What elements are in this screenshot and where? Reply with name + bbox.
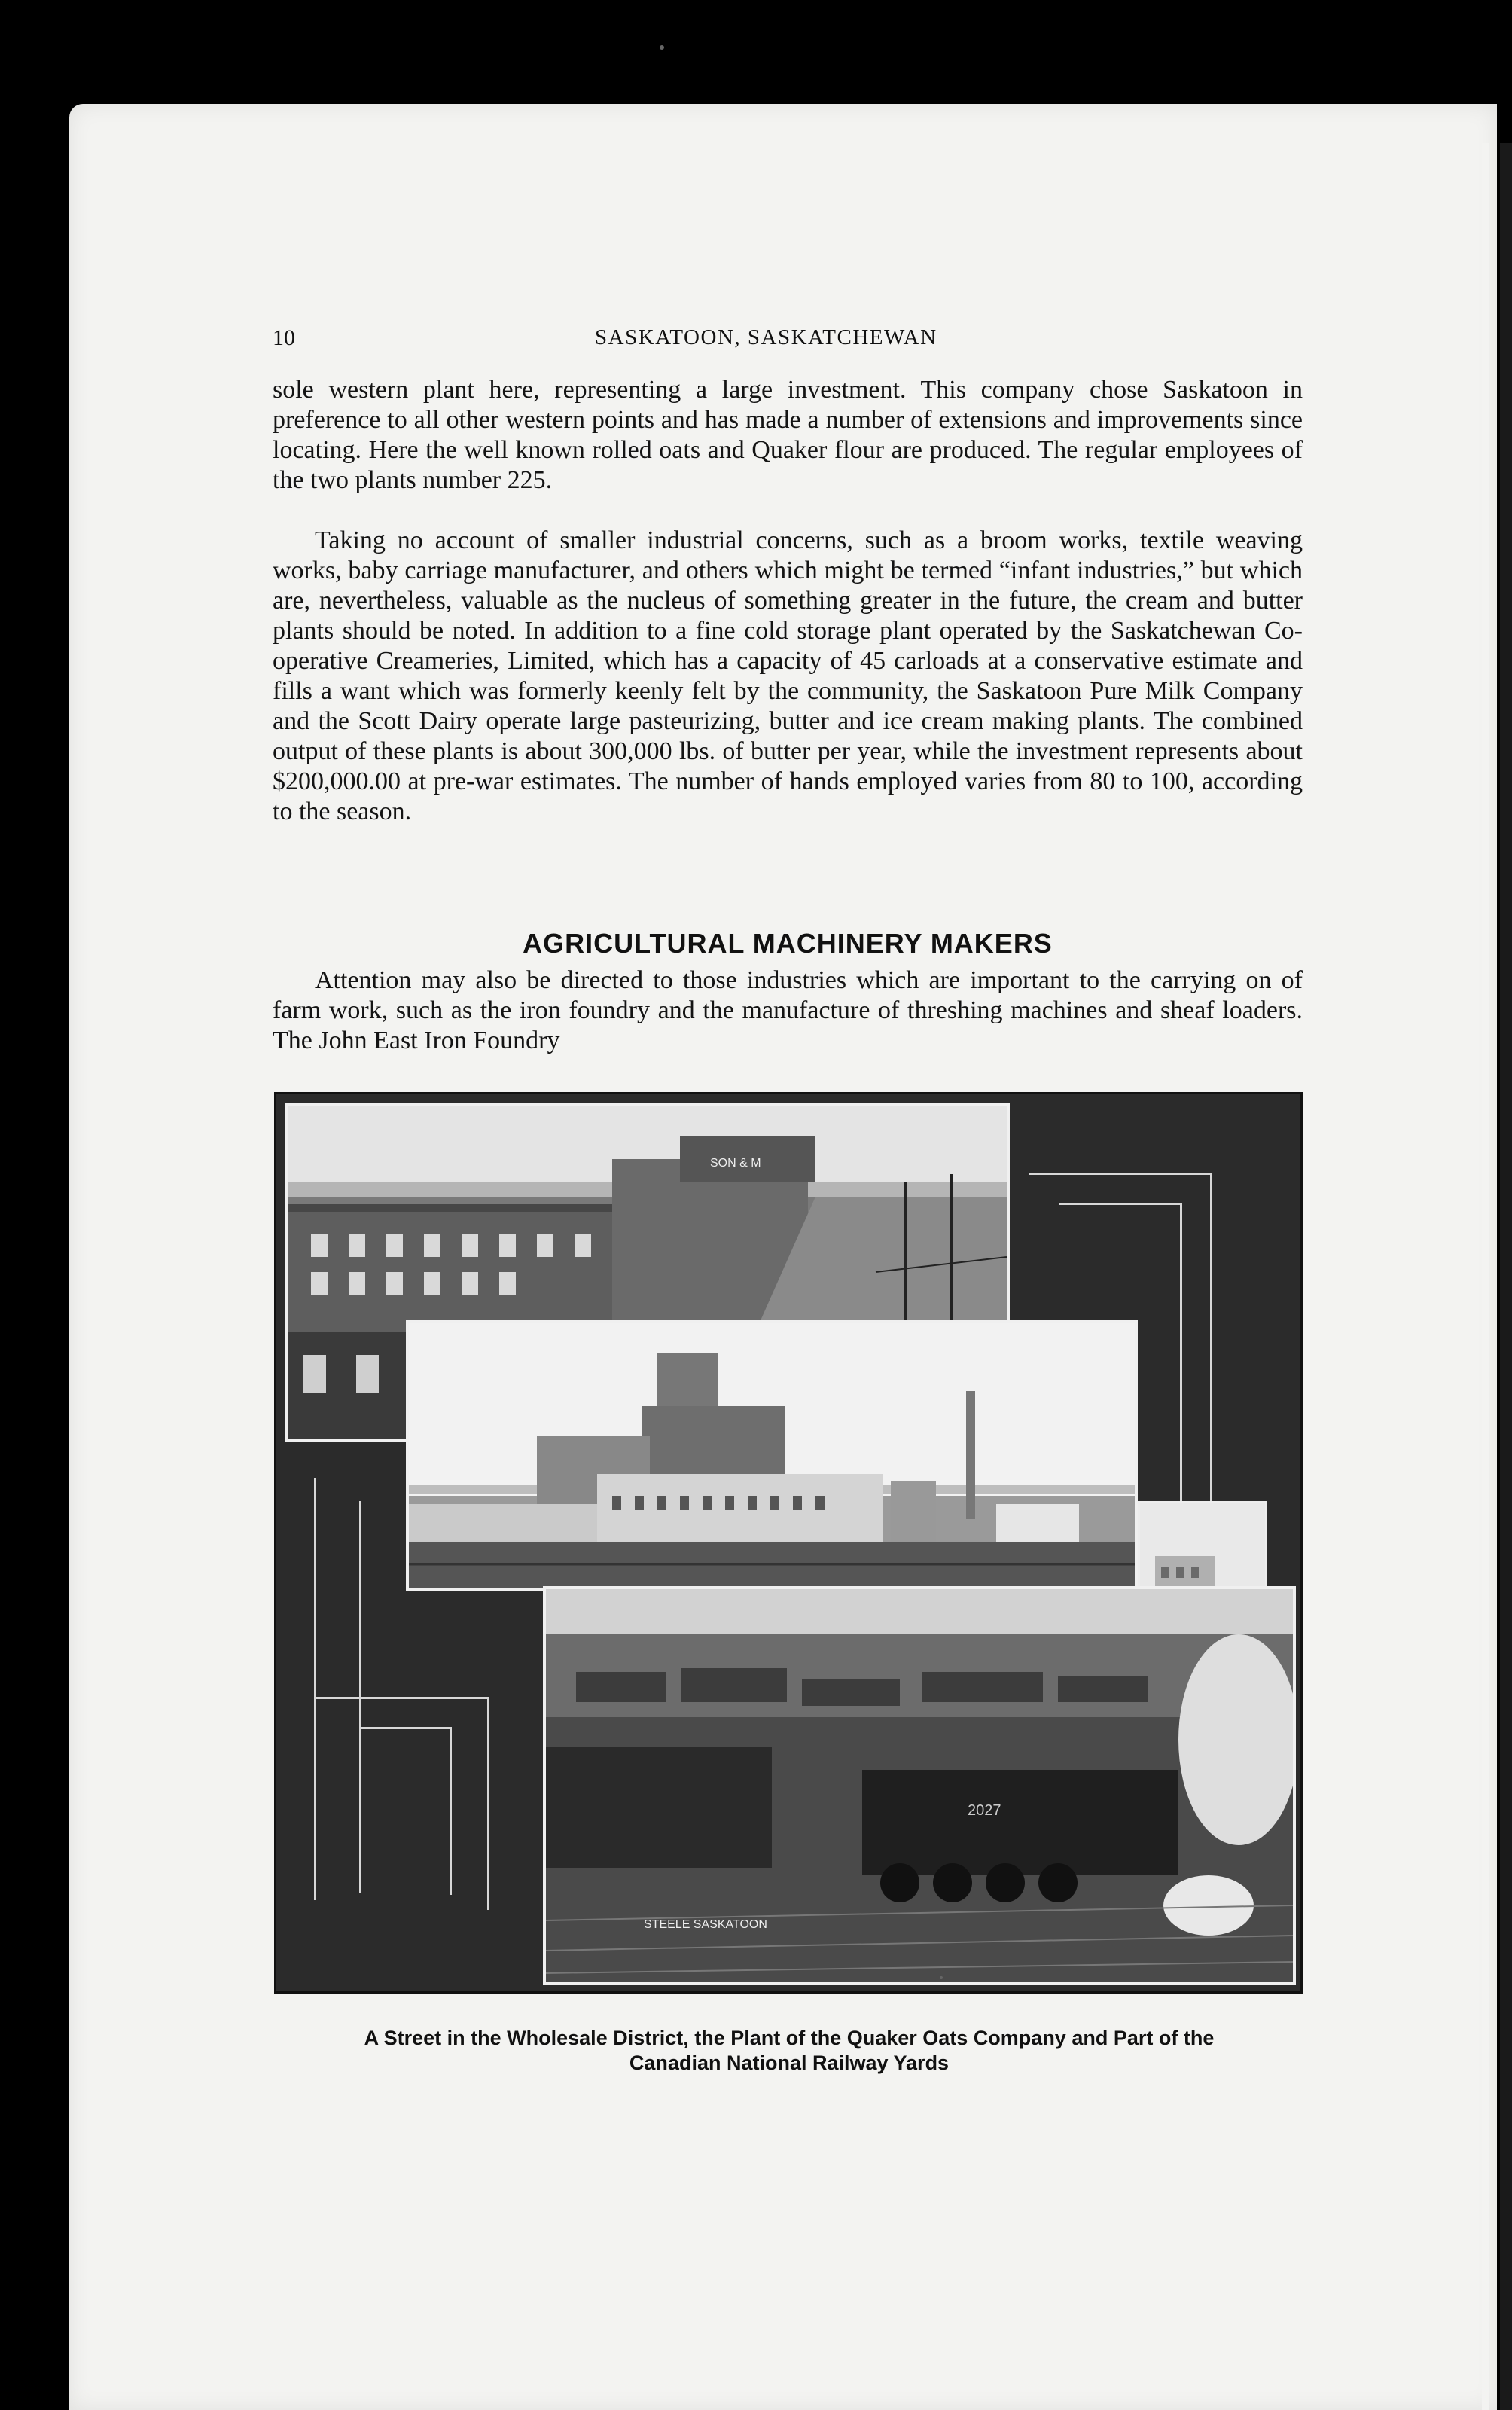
caption-line-2: Canadian National Railway Yards [629, 2052, 950, 2074]
scan-speck [940, 1976, 943, 1979]
photo-caption [273, 2026, 1306, 2076]
section-paragraph [273, 966, 1303, 1056]
paragraph-text: Taking no account of smaller industrial concerns, such as a broom works, textile weaving works, baby carriage manufacturer, and others which might be termed “infant industries,” but which are, nevertheless, valuable as the nucleus of something greater in the future, the cream and butter plants should be noted. In addition to a fine cold storage plant operated by the Saskatchewan Co-operative Creameries, Limited, which has a capacity of 45 carloads at a conservative estimate and fills a want which was formerly keenly felt by the community, the Saskatoon Pure Milk Company and the Scott Dairy operate large pasteurizing, butter and ice cream making plants. The combined output of these plants is about 300,000 lbs. of butter per year, while the investment represents about $200,000.00 at pre-war estimates. The number of hands employed varies from 80 to 100, according to the season. [273, 526, 1303, 825]
railway-yards-photo [543, 1586, 1296, 1985]
quaker-oats-plant-photo [406, 1320, 1138, 1591]
adjacent-page-edge [1500, 143, 1512, 2410]
photo-collage [274, 1092, 1303, 1994]
running-head-title: SASKATOON, SASKATCHEWAN [595, 325, 937, 349]
paragraph-text: sole western plant here, representing a large investment. This company chose Saskatoon in preference to all other western points and has made a number of extensions and improvements since locating. Here the well known rolled oats and Quaker flour are produced. The regular employees of the two plants number 225. [273, 376, 1303, 494]
page-edge-margin [1482, 143, 1489, 2410]
railway-illustration [546, 1589, 1293, 1982]
paragraph-text: Attention may also be directed to those industries which are important to the carrying on of farm work, such as the iron foundry and the manufacture of threshing machines and sheaf loaders. The John East Iron Foundry [273, 966, 1303, 1054]
section-heading: AGRICULTURAL MACHINERY MAKERS [523, 928, 1053, 959]
decorative-frame-line [359, 1727, 452, 1895]
scan-speck [660, 45, 664, 50]
body-paragraph-1 [273, 375, 1303, 496]
building-sign-text: SON & M [710, 1157, 761, 1170]
caption-line-1: A Street in the Wholesale District, the Plant of the Quaker Oats Company and Part of the [364, 2027, 1215, 2049]
factory-illustration [409, 1323, 1135, 1588]
page-number: 10 [273, 325, 295, 350]
locomotive-number-text: 2027 [968, 1802, 1001, 1819]
body-paragraph-2 [273, 526, 1303, 827]
photographer-stamp-text: STEELE SASKATOON [644, 1918, 767, 1931]
